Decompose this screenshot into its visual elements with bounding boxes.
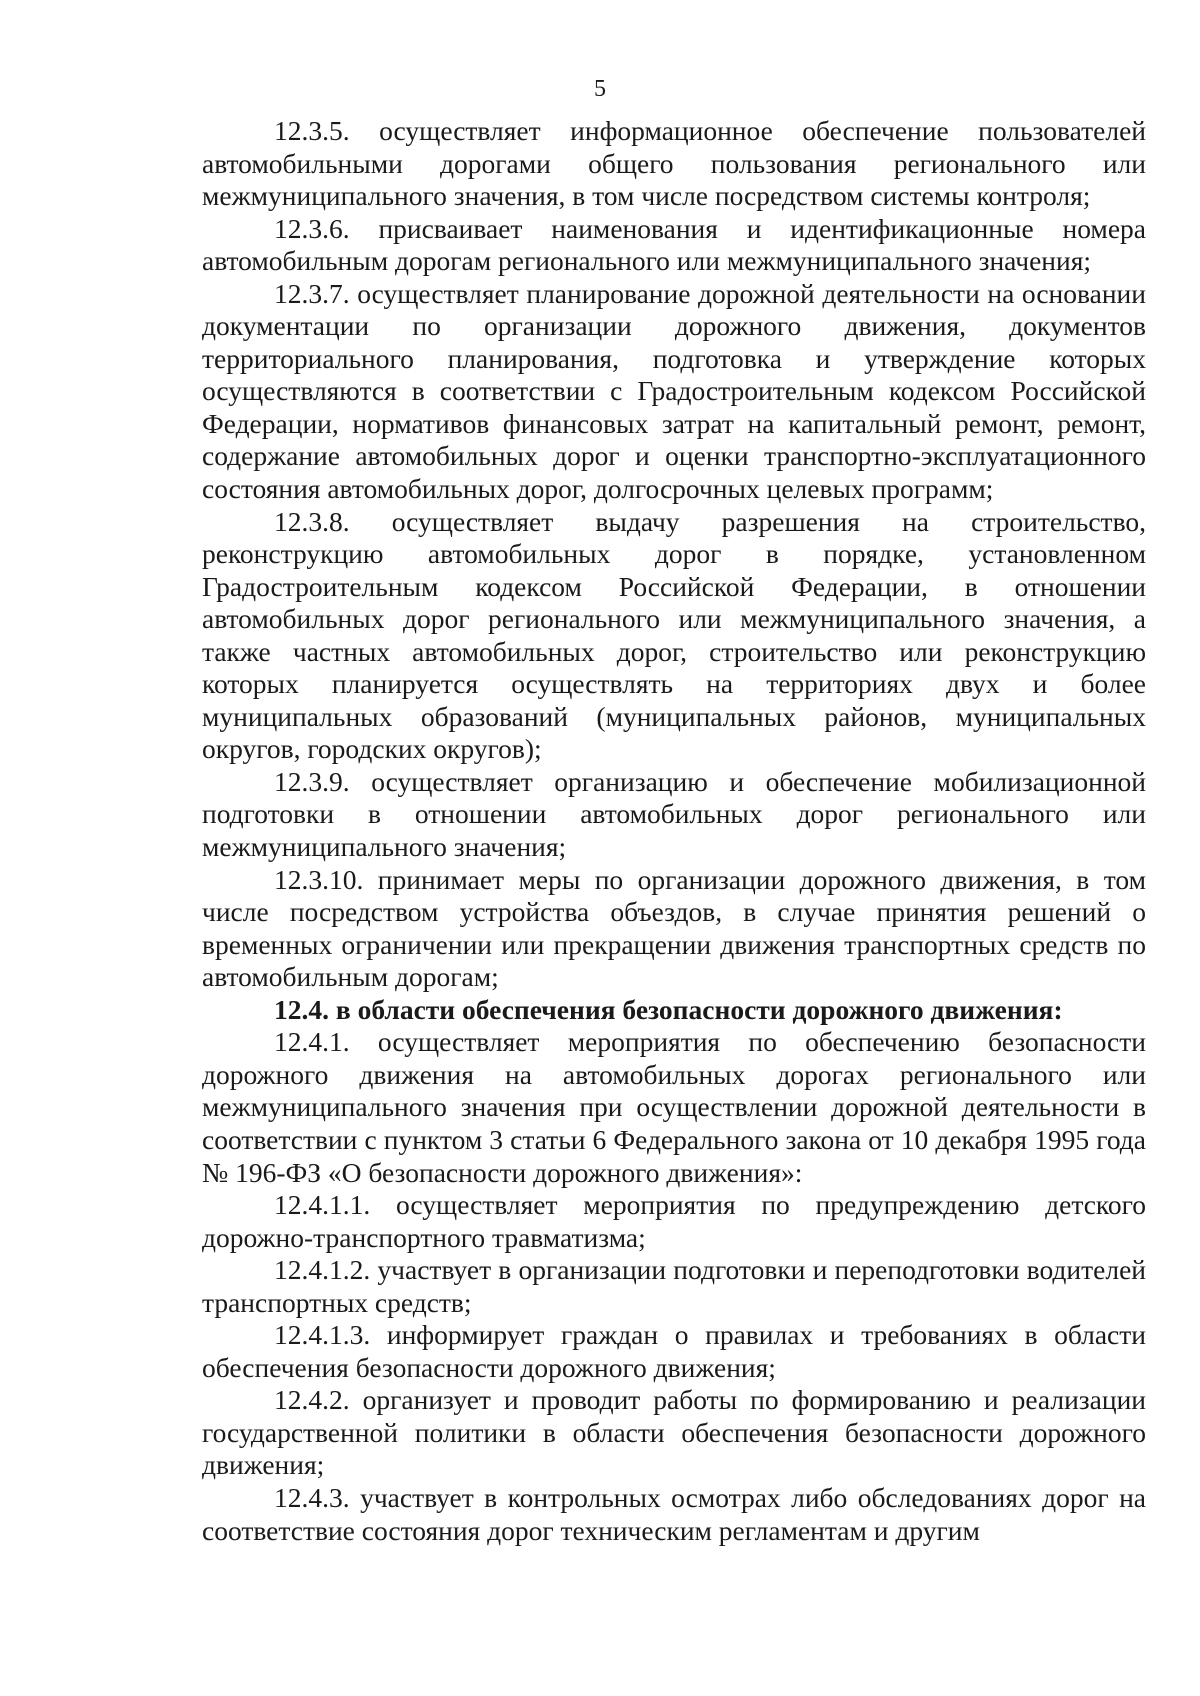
- document-body: [202, 115, 1146, 1547]
- paragraph-12-3-5: 12.3.5. осуществляет информационное обеспечение пользователей автомобильными дорогами общего пользования регионального или межмуниципального значения, в том числе посредством системы контроля;: [202, 115, 1146, 212]
- paragraph-12-4-1-2: 12.4.1.2. участвует в организации подготовки и переподготовки водителей транспортных средств;: [202, 1254, 1146, 1318]
- paragraph-12-4-2: 12.4.2. организует и проводит работы по формированию и реализации государственной политики в области обеспечения безопасности дорожного движения;: [202, 1384, 1146, 1481]
- paragraph-12-4-1-1: 12.4.1.1. осуществляет мероприятия по предупреждению детского дорожно-транспортного травматизма;: [202, 1189, 1146, 1253]
- paragraph-12-3-10: 12.3.10. принимает меры по организации дорожного движения, в том числе посредством устройства объездов, в случае принятия решений о временных ограничении или прекращении движения транспортных средств по автомобильным дорогам;: [202, 863, 1146, 993]
- paragraph-12-3-7: 12.3.7. осуществляет планирование дорожной деятельности на основании документации по организации дорожного движения, документов территориального планирования, подготовка и утверждение которых осуществляются в соответствии с Градостроительным кодексом Российской Федерации, нормативов финансовых затрат на капитальный ремонт, ремонт, содержание автомобильных дорог и оценки транспортно-эксплуатационного состояния автомобильных дорог, долгосрочных целевых программ;: [202, 277, 1146, 505]
- paragraph-12-4-1-3: 12.4.1.3. информирует граждан о правилах и требованиях в области обеспечения безопасности дорожного движения;: [202, 1319, 1146, 1383]
- paragraph-12-3-6: 12.3.6. присваивает наименования и идентификационные номера автомобильным дорогам регионального или межмуниципального значения;: [202, 212, 1146, 277]
- paragraph-12-3-8: 12.3.8. осуществляет выдачу разрешения на строительство, реконструкцию автомобильных дорог в порядке, установленном Градостроительным кодексом Российской Федерации, в отношении автомобильных дорог регионального или межмуниципального значения, а также частных автомобильных дорог, строительство или реконструкцию которых планируется осуществлять на территориях двух и более муниципальных образований (муниципальных районов, муниципальных округов, городских округов);: [202, 505, 1146, 765]
- page-number: 5: [594, 76, 606, 102]
- paragraph-12-4-1: 12.4.1. осуществляет мероприятия по обеспечению безопасности дорожного движения на автомобильных дорогах регионального или межмуниципального значения при осуществлении дорожной деятельности в соответствии с пунктом 3 статьи 6 Федерального закона от 10 декабря 1995 года № 196-ФЗ «О безопасности дорожного движения»:: [202, 1026, 1146, 1188]
- paragraph-12-3-9: 12.3.9. осуществляет организацию и обеспечение мобилизационной подготовки в отношении автомобильных дорог регионального или межмуниципального значения;: [202, 765, 1146, 863]
- section-heading-12-4: 12.4. в области обеспечения безопасности дорожного движения:: [274, 993, 1063, 1025]
- paragraph-12-4-3: 12.4.3. участвует в контрольных осмотрах либо обследованиях дорог на соответствие состояния дорог техническим регламентам и другим: [202, 1481, 1146, 1546]
